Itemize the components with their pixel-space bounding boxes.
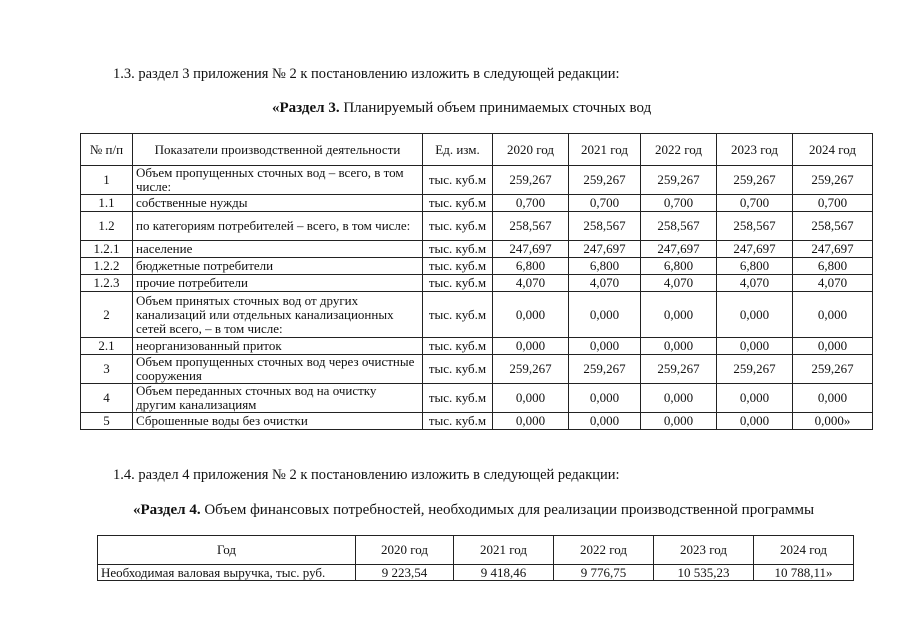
- table-row: [81, 258, 873, 275]
- value-2023: 259,267: [717, 166, 793, 195]
- indicator-name: неорганизованный приток: [133, 338, 423, 355]
- indicator-name: Объем переданных сточных вод на очистку другим канализациям: [133, 384, 423, 413]
- value-2022: 0,000: [641, 292, 717, 338]
- row-number: 2.1: [81, 338, 133, 355]
- section-3-title-text: Планируемый объем принимаемых сточных вод: [339, 100, 652, 116]
- value-2021: 0,700: [569, 195, 641, 212]
- value-2022: 4,070: [641, 275, 717, 292]
- value-2022: 259,267: [641, 166, 717, 195]
- col-header-num: № п/п: [81, 134, 133, 166]
- table-row: [81, 241, 873, 258]
- value-2022: 0,700: [641, 195, 717, 212]
- indicator-name: Сброшенные воды без очистки: [133, 413, 423, 430]
- table-row: [81, 338, 873, 355]
- value-2021: 0,000: [569, 413, 641, 430]
- row-number: 1.2: [81, 212, 133, 241]
- value-2020: 0,000: [493, 292, 569, 338]
- value-2024: 6,800: [793, 258, 873, 275]
- value-2020: 259,267: [493, 166, 569, 195]
- value-2022: 258,567: [641, 212, 717, 241]
- value-2020: 9 223,54: [356, 565, 454, 581]
- indicator-name: Объем принятых сточных вод от других канализаций или отдельных канализационных сетей всего, – в том числе:: [133, 292, 423, 338]
- value-2024: 259,267: [793, 166, 873, 195]
- row-label: Необходимая валовая выручка, тыс. руб.: [98, 565, 356, 581]
- value-2022: 6,800: [641, 258, 717, 275]
- value-2022: 0,000: [641, 384, 717, 413]
- unit: тыс. куб.м: [423, 195, 493, 212]
- value-2023: 4,070: [717, 275, 793, 292]
- unit: тыс. куб.м: [423, 355, 493, 384]
- value-2020: 259,267: [493, 355, 569, 384]
- financial-needs-table: [97, 535, 854, 581]
- col-header-unit: Ед. изм.: [423, 134, 493, 166]
- paragraph-1-3: 1.3. раздел 3 приложения № 2 к постановлению изложить в следующей редакции:: [113, 66, 620, 82]
- table-row: [81, 384, 873, 413]
- unit: тыс. куб.м: [423, 166, 493, 195]
- value-2024: 259,267: [793, 355, 873, 384]
- value-2023: 6,800: [717, 258, 793, 275]
- row-number: 2: [81, 292, 133, 338]
- value-2022: 0,000: [641, 413, 717, 430]
- value-2021: 6,800: [569, 258, 641, 275]
- row-number: 1.2.1: [81, 241, 133, 258]
- col-header-2023: 2023 год: [654, 536, 754, 565]
- value-2023: 0,000: [717, 338, 793, 355]
- section-3-title: [272, 100, 651, 117]
- section-3-title-bold: «Раздел 3.: [272, 100, 340, 116]
- row-number: 5: [81, 413, 133, 430]
- value-2023: 10 535,23: [654, 565, 754, 581]
- table-row: [81, 413, 873, 430]
- table-header-row: [98, 536, 854, 565]
- value-2022: 259,267: [641, 355, 717, 384]
- table-row: [81, 195, 873, 212]
- row-number: 1.2.2: [81, 258, 133, 275]
- col-header-indicator: Показатели производственной деятельности: [133, 134, 423, 166]
- value-2021: 0,000: [569, 338, 641, 355]
- value-2024: 4,070: [793, 275, 873, 292]
- value-2020: 6,800: [493, 258, 569, 275]
- col-header-2024: 2024 год: [754, 536, 854, 565]
- value-2020: 0,000: [493, 338, 569, 355]
- section-4-title: [133, 502, 814, 519]
- section-4-title-bold: «Раздел 4.: [133, 502, 201, 518]
- value-2021: 259,267: [569, 166, 641, 195]
- col-header-2021: 2021 год: [569, 134, 641, 166]
- value-2024: 0,700: [793, 195, 873, 212]
- unit: тыс. куб.м: [423, 258, 493, 275]
- table-header-row: [81, 134, 873, 166]
- value-2021: 247,697: [569, 241, 641, 258]
- indicator-name: население: [133, 241, 423, 258]
- unit: тыс. куб.м: [423, 384, 493, 413]
- value-2020: 0,000: [493, 413, 569, 430]
- value-2023: 259,267: [717, 355, 793, 384]
- value-2021: 4,070: [569, 275, 641, 292]
- value-2024: 10 788,11»: [754, 565, 854, 581]
- unit: тыс. куб.м: [423, 275, 493, 292]
- row-number: 4: [81, 384, 133, 413]
- value-2022: 247,697: [641, 241, 717, 258]
- unit: тыс. куб.м: [423, 292, 493, 338]
- value-2024: 0,000: [793, 292, 873, 338]
- value-2022: 9 776,75: [554, 565, 654, 581]
- value-2020: 4,070: [493, 275, 569, 292]
- value-2023: 0,000: [717, 413, 793, 430]
- wastewater-volume-table: [80, 133, 873, 430]
- col-header-2020: 2020 год: [356, 536, 454, 565]
- row-number: 1.2.3: [81, 275, 133, 292]
- value-2024: 0,000»: [793, 413, 873, 430]
- col-header-2022: 2022 год: [554, 536, 654, 565]
- indicator-name: собственные нужды: [133, 195, 423, 212]
- section-4-title-text: Объем финансовых потребностей, необходимых для реализации производственной программы: [200, 502, 815, 518]
- row-number: 1: [81, 166, 133, 195]
- table-row: [81, 275, 873, 292]
- value-2021: 0,000: [569, 384, 641, 413]
- value-2023: 258,567: [717, 212, 793, 241]
- unit: тыс. куб.м: [423, 241, 493, 258]
- value-2023: 0,700: [717, 195, 793, 212]
- value-2021: 258,567: [569, 212, 641, 241]
- value-2020: 247,697: [493, 241, 569, 258]
- table-row: [98, 565, 854, 581]
- indicator-name: по категориям потребителей – всего, в том числе:: [133, 212, 423, 241]
- value-2024: 247,697: [793, 241, 873, 258]
- unit: тыс. куб.м: [423, 338, 493, 355]
- row-number: 3: [81, 355, 133, 384]
- indicator-name: Объем пропущенных сточных вод – всего, в том числе:: [133, 166, 423, 195]
- col-header-2020: 2020 год: [493, 134, 569, 166]
- col-header-year: Год: [98, 536, 356, 565]
- value-2024: 0,000: [793, 338, 873, 355]
- value-2024: 0,000: [793, 384, 873, 413]
- value-2022: 0,000: [641, 338, 717, 355]
- value-2021: 0,000: [569, 292, 641, 338]
- value-2024: 258,567: [793, 212, 873, 241]
- table-row: [81, 212, 873, 241]
- value-2021: 9 418,46: [454, 565, 554, 581]
- indicator-name: Объем пропущенных сточных вод через очистные сооружения: [133, 355, 423, 384]
- table-row: [81, 292, 873, 338]
- unit: тыс. куб.м: [423, 413, 493, 430]
- table-row: [81, 355, 873, 384]
- value-2021: 259,267: [569, 355, 641, 384]
- value-2023: 0,000: [717, 384, 793, 413]
- value-2023: 247,697: [717, 241, 793, 258]
- value-2020: 0,700: [493, 195, 569, 212]
- col-header-2021: 2021 год: [454, 536, 554, 565]
- value-2023: 0,000: [717, 292, 793, 338]
- indicator-name: бюджетные потребители: [133, 258, 423, 275]
- table-row: [81, 166, 873, 195]
- value-2020: 258,567: [493, 212, 569, 241]
- indicator-name: прочие потребители: [133, 275, 423, 292]
- col-header-2022: 2022 год: [641, 134, 717, 166]
- paragraph-1-4: 1.4. раздел 4 приложения № 2 к постановлению изложить в следующей редакции:: [113, 467, 620, 483]
- row-number: 1.1: [81, 195, 133, 212]
- unit: тыс. куб.м: [423, 212, 493, 241]
- col-header-2023: 2023 год: [717, 134, 793, 166]
- value-2020: 0,000: [493, 384, 569, 413]
- col-header-2024: 2024 год: [793, 134, 873, 166]
